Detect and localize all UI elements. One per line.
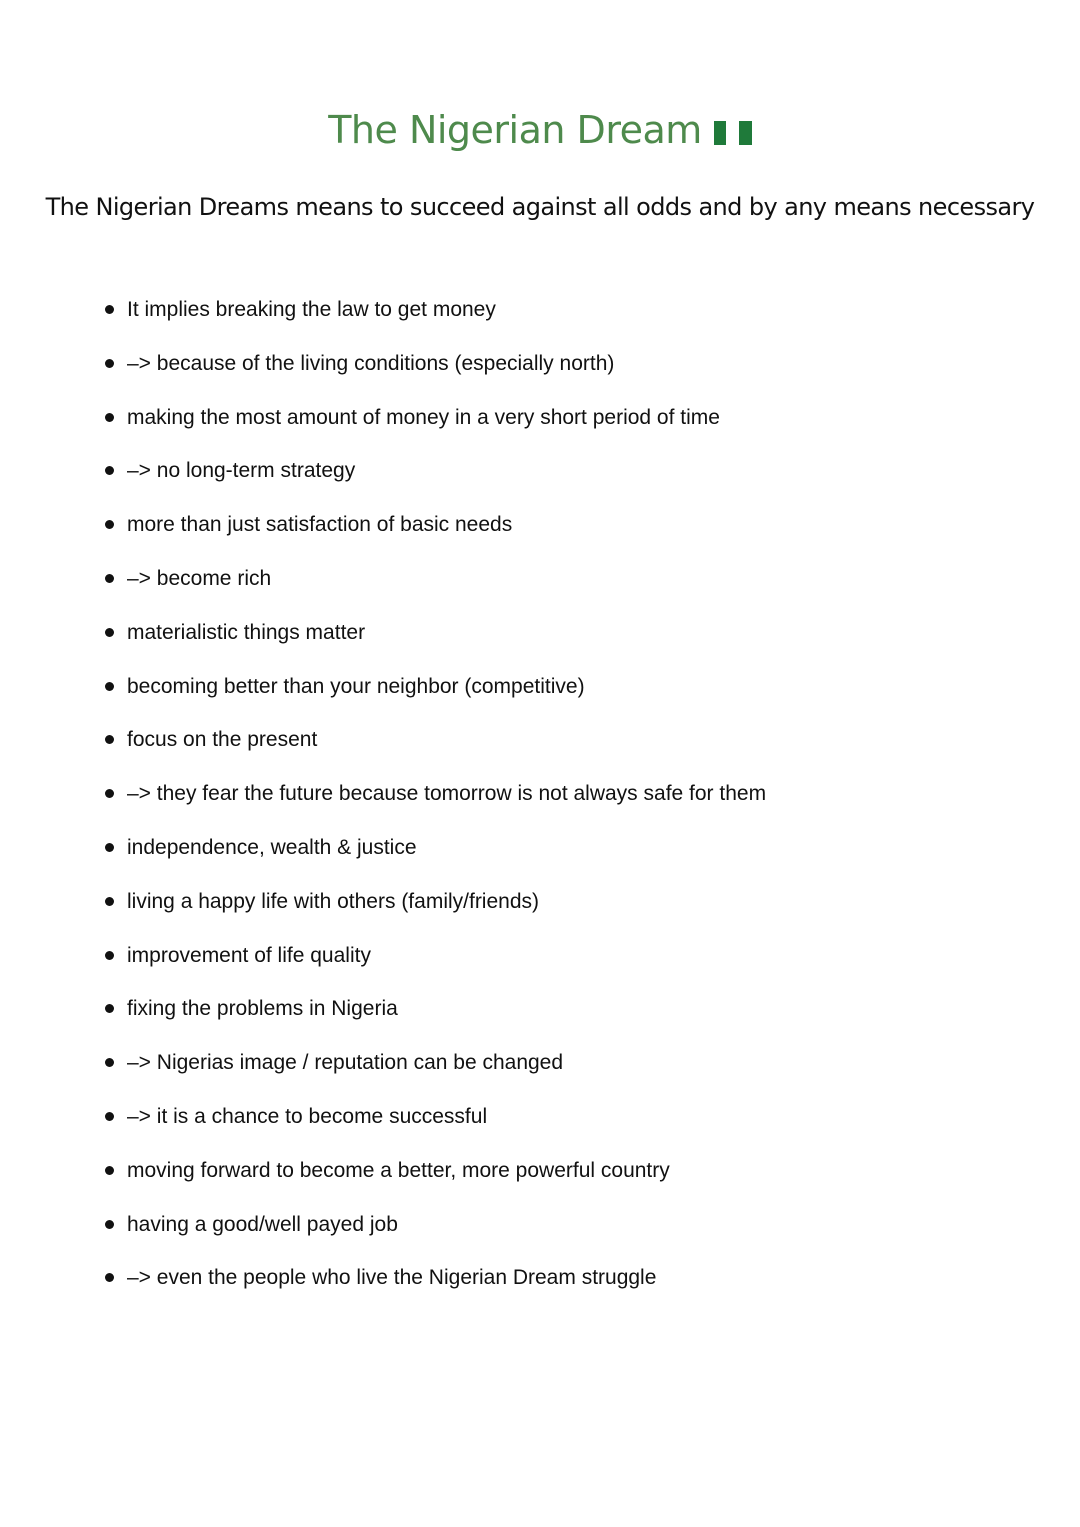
bullet-dot-icon (105, 843, 114, 852)
bullet-dot-icon (105, 1273, 114, 1282)
bullet-dot-icon (105, 1004, 114, 1013)
bullet-dot-icon (105, 897, 114, 906)
list-item (105, 726, 1005, 780)
list-item (105, 457, 1005, 511)
list-item (105, 619, 1005, 673)
list-item-text: independence, wealth & justice (127, 835, 417, 859)
bullet-dot-icon (105, 735, 114, 744)
list-item-text: making the most amount of money in a very short period of time (127, 405, 720, 429)
list-item-text: It implies breaking the law to get money (127, 298, 496, 321)
list-item-text: focus on the present (127, 728, 318, 752)
list-item-text: fixing the problems in Nigeria (127, 997, 398, 1021)
nigeria-flag-icon (714, 121, 752, 145)
list-item (105, 404, 1005, 458)
bullet-dot-icon (105, 1058, 114, 1067)
list-item (105, 1157, 1005, 1211)
list-item-text: improvement of life quality (127, 943, 371, 967)
list-item (105, 834, 1005, 888)
list-item-text: –> even the people who live the Nigerian Dream struggle (127, 1266, 657, 1290)
list-item-text: having a good/well payed job (127, 1212, 398, 1236)
bullet-dot-icon (105, 574, 114, 583)
bullet-dot-icon (105, 789, 114, 798)
bullet-dot-icon (105, 1220, 114, 1229)
list-item-text: –> it is a chance to become successful (127, 1104, 488, 1128)
list-item-text: living a happy life with others (family/friends) (127, 889, 540, 913)
title-row (0, 108, 1080, 152)
bullet-dot-icon (105, 466, 114, 475)
bullet-dot-icon (105, 1112, 114, 1121)
bullet-dot-icon (105, 305, 114, 314)
list-item (105, 565, 1005, 619)
bullet-dot-icon (105, 1166, 114, 1175)
bullet-dot-icon (105, 359, 114, 368)
list-item-text: materialistic things matter (127, 620, 366, 644)
list-item-text: becoming better than your neighbor (competitive) (127, 674, 585, 698)
list-item-text: –> Nigerias image / reputation can be changed (127, 1051, 564, 1075)
flag-stripe-right (739, 121, 752, 145)
list-item (105, 673, 1005, 727)
flag-stripe-center (726, 121, 739, 145)
list-item (105, 942, 1005, 996)
list-item-text: –> because of the living conditions (especially north) (127, 351, 615, 375)
list-item (105, 888, 1005, 942)
list-item-text: –> they fear the future because tomorrow is not always safe for them (127, 782, 767, 806)
list-item (105, 1049, 1005, 1103)
list-item (105, 296, 1005, 350)
list-item (105, 1103, 1005, 1157)
list-item (105, 780, 1005, 834)
bullet-dot-icon (105, 628, 114, 637)
list-item (105, 350, 1005, 404)
bullet-dot-icon (105, 951, 114, 960)
list-item (105, 511, 1005, 565)
bullet-dot-icon (105, 682, 114, 691)
list-item (105, 1211, 1005, 1265)
bullet-dot-icon (105, 520, 114, 529)
list-item-text: more than just satisfaction of basic needs (127, 513, 513, 537)
bullet-dot-icon (105, 413, 114, 422)
list-item-text: –> become rich (127, 566, 272, 590)
flag-stripe-left (714, 121, 727, 145)
list-item-text: –> no long-term strategy (127, 459, 356, 483)
list-item-text: moving forward to become a better, more powerful country (127, 1158, 670, 1182)
list-item (105, 995, 1005, 1049)
bullet-list (105, 296, 1005, 1318)
list-item (105, 1264, 1005, 1318)
page-subtitle: The Nigerian Dreams means to succeed against all odds and by any means necessary (45, 193, 1035, 221)
page-title: The Nigerian Dream (328, 108, 702, 152)
